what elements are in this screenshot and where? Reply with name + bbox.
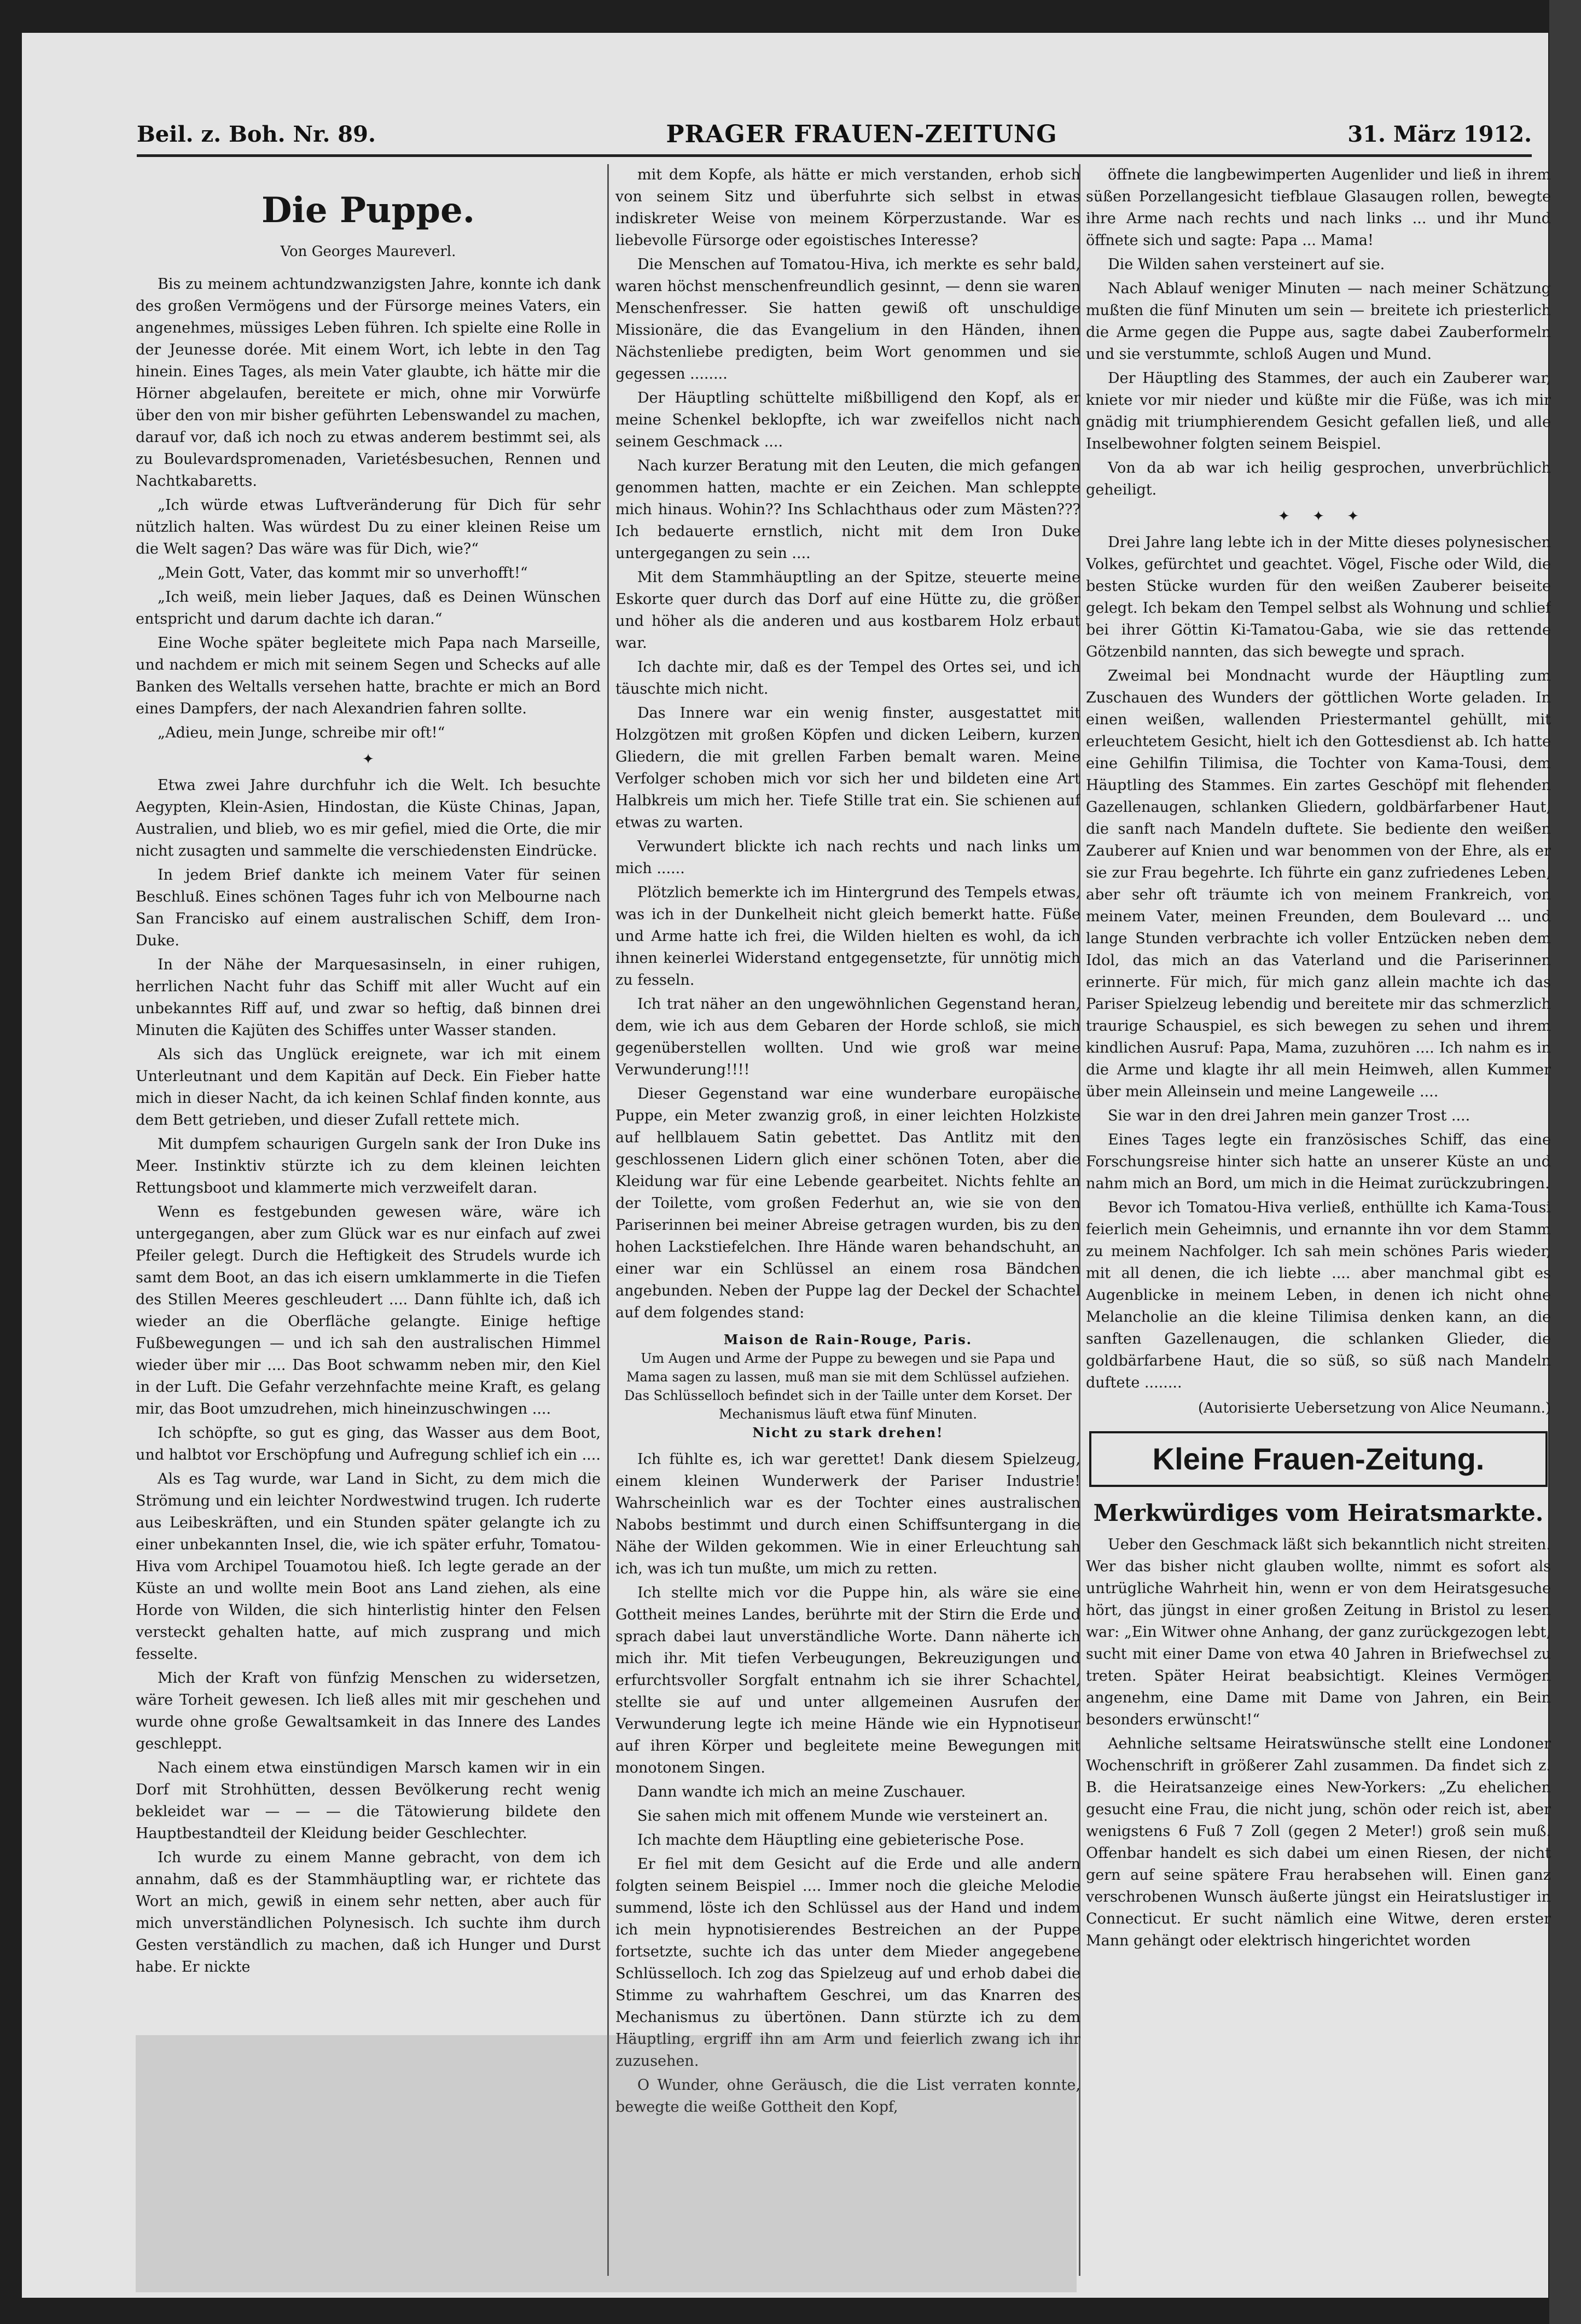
paragraph: Ich fühlte es, ich war gerettet! Dank diesem Spielzeug, einem kleinen Wunderwerk der Pariser Industrie! Wahrscheinlich war es der Tochter eines australischen Nabobs bestimmt und durch einen Schiffsuntergang in die Nähe der Wilden gekommen. Wie in einer Erleuchtung sah ich, was ich tun mußte, um mich zu retten. (615, 1451, 1080, 1577)
paragraph: Nach Ablauf weniger Minuten — nach meiner Schätzung mußten die fünf Minuten um sein — breitete ich priesterlich die Arme gegen die Puppe aus, sagte dabei Zauberformeln und sie verstummte, schloß Augen und Mund. (1086, 280, 1551, 363)
masthead (137, 118, 1532, 150)
paragraph: In jedem Brief dankte ich meinem Vater für seinen Beschluß. Eines schönen Tages fuhr ich von Melbourne nach San Francisko auf einem australischen Schiff, dem Iron-Duke. (136, 867, 601, 949)
paragraph: Bevor ich Tomatou-Hiva verließ, enthüllte ich Kama-Tousi feierlich mein Geheimnis, und ernannte ihn vor dem Stamm zu meinem Nachfolger. Ich sah mein schönes Paris wieder, mit all denen, die ich liebte .... aber manchmal gibt es Augenblicke in meinem Leben, in denen ich nicht ohne Melancholie an die kleine Tilimisa denken kann, an die sanften Gazellenaugen, die schlanken Glieder, die goldbärfarbene Haut, die so süß, so süß nach Mandeln duftete ........ (1086, 1199, 1551, 1391)
section-ornament: ✦ (362, 751, 374, 768)
paragraph: Dieser Gegenstand war eine wunderbare europäische Puppe, ein Meter zwanzig groß, in einer leichten Holzkiste auf hellblauem Satin gebettet. Das Antlitz mit den geschlossenen Lidern glich einer schönen Toten, aber die Kleidung war für eine Lebende gearbeitet. Nichts fehlte an der Toilette, vom großen Federhut an, wie sie von den Pariserinnen bei meiner Abreise getragen wurden, bis zu den hohen Lackstiefelchen. Ihre Hände waren behandschuht, an einer war ein Schlüssel an einem rosa Bändchen angebunden. Neben der Puppe lag der Deckel der Schachtel auf dem folgendes stand: (615, 1085, 1080, 1321)
paragraph: Dann wandte ich mich an meine Zuschauer. (637, 1783, 966, 1800)
paragraph: Zweimal bei Mondnacht wurde der Häuptling zum Zuschauen des Wunders der göttlichen Worte geladen. In einen weißen, wallenden Priestermantel gehüllt, mit erleuchtetem Gesicht, hielt ich den Gottesdienst ab. Ich hatte eine Gehilfin Tilimisa, die Tochter von Kama-Tousi, dem Häuptling des Stammes. Ein zartes Geschöpf mit flehenden Gazellenaugen, schlanken Gliedern, goldbärfarbener Haut, die sanft nach Mandeln duftete. Sie bediente den weißen Zauberer auf Knien und war benommen von der Ehre, als er sie zur Frau begehrte. Ich führte ein ganz zufriedenes Leben, aber sehr oft träumte ich von meinem Frankreich, von meinem Vater, meinen Freunden, dem Boulevard ... und lange Stunden verbrachte ich voller Entzücken neben dem Idol, das mich an das Vaterland und die Pariserinnen erinnerte. Für mich, für mich ganz allein machte ich das Pariser Spielzeug lebendig und bereitete mir das schmerzlich traurige Schauspiel, es sich bewegen zu sehen und ihrem kindlichen Ausruf: Papa, Mama, zuzuhören .... Ich nahm es in die Arme und klagte ihr all mein Heimweh, allen Kummer über mein Alleinsein und meine Langeweile .... (1086, 667, 1551, 1100)
paragraph: Ich machte dem Häuptling eine gebieterische Pose. (637, 1832, 1025, 1849)
paragraph: „Adieu, mein Junge, schreibe mir oft!“ (158, 724, 445, 741)
paragraph: Wenn es festgebunden gewesen wäre, wäre ich untergegangen, aber zum Glück war es nur einfach auf zwei Pfeiler gelegt. Durch die Heftigkeit des Strudels wurde ich samt dem Boot, an das ich eisern umklammerte in die Tiefen des Stillen Meeres geschleudert .... Dann fühlte ich, daß ich wieder an die Oberfläche gelangte. Einige heftige Fußbewegungen — und ich sah den australischen Himmel wieder über mir .... Das Boot schwamm neben mir, den Kiel in der Luft. Die Gefahr verzehnfachte meine Kraft, es gelang mir, das Boot umzudrehen, mich hineinzuschwingen .... (136, 1204, 601, 1417)
scan-edge (1549, 0, 1581, 2324)
paragraph: Das Innere war ein wenig finster, ausgestattet mit Holzgötzen mit großen Köpfen und dicken Leibern, kurzen Gliedern, die mit grellen Farben bemalt waren. Meine Verfolger schoben mich vor sich her und bildeten eine Art Halbkreis um mich her. Tiefe Stille trat ein. Sie schienen auf etwas zu warten. (615, 705, 1080, 831)
paragraph: Von da ab war ich heilig gesprochen, unverbrüchlich geheiligt. (1086, 460, 1551, 498)
column-separator (607, 164, 609, 2276)
paragraph: Der Häuptling schüttelte mißbilligend den Kopf, als er meine Schenkel beklopfte, ich war zweifellos nicht nach seinem Geschmack .... (615, 390, 1080, 450)
paragraph: Etwa zwei Jahre durchfuhr ich die Welt. Ich besuchte Aegypten, Klein-Asien, Hindostan, die Küste Chinas, Japan, Australien, und blieb, wo es mir gefiel, mied die Orte, die mir nicht zusagten und sammelte die verschiedensten Eindrücke. (136, 777, 601, 859)
story-byline: Von Georges Maureverl. (280, 243, 456, 260)
column-3 (1086, 164, 1551, 2276)
paragraph: Ich stellte mich vor die Puppe hin, als wäre sie eine Gottheit meines Landes, berührte mit der Stirn die Erde und sprach dabei laut unverständliche Worte. Dann näherte ich mich ihr. Mit tiefen Verbeugungen, Bekreuzigungen und erfurchtsvoller Sorgfalt entnahm ich sie ihrer Schachtel, stellte sie auf und unter allgemeinen Ausrufen der Verwunderung legte ich meine Hände wie ein Hypnotiseur auf ihren Körper und begleitete meine Bewegungen mit monotonem Singen. (615, 1584, 1080, 1776)
paragraph: öffnete die langbewimperten Augenlider und ließ in ihrem süßen Porzellangesicht tiefblaue Glasaugen rollen, bewegte ihre Arme nach rechts und nach links ... und ihr Mund öffnete sich und sagte: Papa ... Mama! (1086, 166, 1551, 249)
paragraph: Er fiel mit dem Gesicht auf die Erde und alle andern folgten seinem Beispiel .... Immer noch die gleiche Melodie summend, löste ich den Schlüssel aus der Hand und indem ich mein hypnotisierendes Bestreichen an der Puppe fortsetzte, suchte ich das unter dem Mieder angegebene Schlüsselloch. Ich zog das Spielzeug auf und erhob dabei die Stimme zu wahrhaftem Geschrei, um das Knarren des Mechanismus zu übertönen. Dann stürzte ich zu dem Häuptling, ergriff ihn am Arm und feierlich zwang ich ihr zuzusehen. (615, 1856, 1080, 2070)
paragraph: Ich schöpfte, so gut es ging, das Wasser aus dem Boot, und halbtot vor Erschöpfung und Aufregung schlief ich ein .... (136, 1425, 601, 1463)
paragraph: Ich wurde zu einem Manne gebracht, von dem ich annahm, daß es der Stammhäuptling war, er richtete das Wort an mich, gewiß in einem sehr netten, aber auch für mich unverständlichen Polynesisch. Ich suchte ihm durch Gesten verständlich zu machen, daß ich Hunger und Durst habe. Er nickte (136, 1849, 601, 1976)
column-1 (136, 164, 601, 2276)
section-ornament: ✦ ✦ ✦ (1277, 508, 1359, 525)
issue-number: Beil. z. Boh. Nr. 89. (137, 121, 376, 147)
paragraph: In der Nähe der Marquesasinseln, in einer ruhigen, herrlichen Nacht fuhr das Schiff mit aller Wucht auf ein unbekanntes Riff auf, und zwar so heftig, daß binnen drei Minuten die Kajüten des Schiffes unter Wasser standen. (136, 956, 601, 1039)
paragraph: Eine Woche später begleitete mich Papa nach Marseille, und nachdem er mich mit seinem Segen und Schecks auf alle Banken des Weltalls versehen hatte, brachte er mich an Bord eines Dampfers, der nach Alexandrien fahren sollte. (136, 635, 601, 717)
paragraph: Drei Jahre lang lebte ich in der Mitte dieses polynesischen Volkes, gefürchtet und geachtet. Vögel, Fische oder Wild, die besten Stücke wurden für den weißen Zauberer beiseite gelegt. Ich bekam den Tempel selbst als Wohnung und schlief bei ihrer Göttin Ki-Tamatou-Gaba, wie sie das rettende Götzenbild nannten, das sich bewegte und sprach. (1086, 534, 1551, 660)
scan-stain (136, 2035, 1077, 2292)
paragraph: Nach kurzer Beratung mit den Leuten, die mich gefangen genommen hatten, machte er ein Zeichen. Man schleppte mich hinaus. Wohin?? Ins Schlachthaus oder zum Mästen??? Ich bedauerte ernstlich, nicht mit dem Iron Duke untergegangen zu sein .... (615, 457, 1080, 562)
paragraph: Mit dumpfem schaurigen Gurgeln sank der Iron Duke ins Meer. Instinktiv stürzte ich zu dem kleinen leichten Rettungsboot und klammerte mich verzweifelt daran. (136, 1136, 601, 1196)
paragraph: Verwundert blickte ich nach rechts und nach links um mich ...... (615, 838, 1080, 877)
paragraph: Die Wilden sahen versteinert auf sie. (1108, 256, 1385, 273)
paragraph: Sie sahen mich mit offenem Munde wie versteinert an. (637, 1808, 1048, 1825)
story-title: Die Puppe. (261, 190, 475, 231)
paragraph: Mich der Kraft von fünfzig Menschen zu widersetzen, wäre Torheit gewesen. Ich ließ alles mit mir geschehen und wurde ohne große Gewaltsamkeit in das Innere des Landes geschleppt. (136, 1670, 601, 1752)
paragraph: „Ich würde etwas Luftveränderung für Dich für sehr nützlich halten. Was würdest Du zu einer kleinen Reise um die Welt sagen? Das wäre was für Dich, wie?“ (136, 497, 601, 557)
notice-warning: Nicht zu stark drehen! (752, 1425, 944, 1440)
paragraph: O Wunder, ohne Geräusch, die die List verraten konnte, bewegte die weiße Gottheit den Kopf, (615, 2077, 1080, 2116)
issue-date: 31. März 1912. (1347, 121, 1532, 147)
notice-head: Maison de Rain-Rouge, Paris. (723, 1332, 973, 1347)
translation-credit: (Autorisierte Uebersetzung von Alice Neumann.) (1198, 1400, 1551, 1416)
paragraph: „Ich weiß, mein lieber Jaques, daß es Deinen Wünschen entspricht und darum dachte ich daran.“ (136, 589, 601, 628)
paragraph: Ich dachte mir, daß es der Tempel des Ortes sei, und ich täuschte mich nicht. (615, 659, 1080, 698)
column-2 (615, 164, 1080, 2276)
paragraph: Sie war in den drei Jahren mein ganzer Trost .... (1108, 1107, 1470, 1124)
paragraph: Ich trat näher an den ungewöhnlichen Gegenstand heran, dem, wie ich aus dem Gebaren der Horde schloß, sie mich gegenüberstellen wollten. Und wie groß war meine Verwunderung!!!! (615, 996, 1080, 1078)
masthead-rule (137, 154, 1532, 157)
paragraph: Als es Tag wurde, war Land in Sicht, zu dem mich die Strömung und ein leichter Nordwestwind trugen. Ich ruderte aus Leibeskräften, und ein Stunden später gelangte ich zu einer unbekannten Insel, die, wie ich später erfuhr, Tomatou-Hiva vom Archipel Touamotou hieß. Ich legte gerade an der Küste an und wollte mein Boot ans Land ziehen, als eine Horde von Wilden, die sich hinterlistig hinter den Felsen versteckt gehalten hatte, auf mich zusprang und mich fesselte. (136, 1471, 601, 1663)
paragraph: Der Häuptling des Stammes, der auch ein Zauberer war, kniete vor mir nieder und küßte mir die Füße, was ich mir gnädig mit triumphierendem Gesicht gefallen ließ, und alle Inselbewohner folgten seinem Beispiel. (1086, 370, 1551, 452)
paragraph: Plötzlich bemerkte ich im Hintergrund des Tempels etwas, was ich in der Dunkelheit nicht gleich bemerkt hatte. Füße und Arme hatte ich frei, die Wilden hielten es wohl, da ich ihnen keinerlei Widerstand entgegensetzte, für unnötig mich zu fesseln. (615, 884, 1080, 989)
section-box-title: Kleine Frauen-Zeitung. (1089, 1431, 1548, 1487)
paragraph: Ueber den Geschmack läßt sich bekanntlich nicht streiten. Wer das bisher nicht glauben wollte, nimmt es sofort als untrügliche Wahrheit hin, wenn er von dem Heiratsgesuche hört, das jüngst in einer großen Zeitung in Bristol zu lesen war: „Ein Witwer ohne Anhang, der ganz zurückgezogen lebt, sucht mit einer Dame von etwa 40 Jahren in Briefwechsel zu treten. Später Heirat beabsichtigt. Kleines Vermögen angenehm, eine Dame mit Dame von Jahren, ein Bein besonders erwünscht!“ (1086, 1536, 1551, 1728)
article-title: Merkwürdiges vom Heiratsmarkte. (1093, 1500, 1544, 1526)
paragraph: Aehnliche seltsame Heiratswünsche stellt eine Londoner Wochenschrift in größerer Zahl zusammen. Da findet sich z. B. die Heiratsanzeige eines New-Yorkers: „Zu ehelichen gesucht eine Frau, die nicht jung, schön oder reich ist, aber wenigstens 6 Fuß 7 Zoll (gegen 2 Meter!) groß sein muß. Offenbar handelt es sich dabei um einen Riesen, der nicht gern auf seine spätere Frau herabsehen will. Einen ganz verschrobenen Wunsch äußerte jüngst ein Heiratslustiger in Connecticut. Er sucht nämlich eine Witwe, deren erster Mann gehängt oder elektrisch hingerichtet worden (1086, 1735, 1551, 1949)
paragraph: Die Menschen auf Tomatou-Hiva, ich merkte es sehr bald, waren höchst menschenfreundlich gesinnt, — denn sie waren Menschenfresser. Sie hatten gewiß oft unschuldige Missionäre, die das Evangelium in den Händen, ihnen Nächstenliebe predigten, beim Wort genommen und sie gegessen ........ (615, 256, 1080, 382)
paragraph: mit dem Kopfe, als hätte er mich verstanden, erhob sich von seinem Sitz und überfuhrte sich selbst in etwas indiskreter Weise von meinem Körperzustande. War es liebevolle Fürsorge oder egoistisches Interesse? (615, 166, 1080, 249)
paragraph: Eines Tages legte ein französisches Schiff, das eine Forschungsreise hinter sich hatte an unserer Küste an und nahm mich an Bord, um mich in die Heimat zurückzubringen. (1086, 1131, 1551, 1192)
paragraph: Mit dem Stammhäuptling an der Spitze, steuerte meine Eskorte quer durch das Dorf auf eine Hütte zu, die größer und höher als die anderen und aus kostbarem Holz erbaut war. (615, 569, 1080, 652)
paragraph: Als sich das Unglück ereignete, war ich mit einem Unterleutnant und dem Kapitän auf Deck. Ein Fieber hatte mich in dieser Nacht, da ich keinen Schlaf finden konnte, aus dem Bett getrieben, und dieser Zufall rettete mich. (136, 1046, 601, 1129)
notice-text: Um Augen und Arme der Puppe zu bewegen und sie Papa und Mama sagen zu lassen, muß man sie mit dem Schlüssel aufziehen. Das Schlüsselloch befindet sich in der Taille unter dem Korset. Der Mechanismus läuft etwa fünf Minuten. (624, 1351, 1072, 1422)
newspaper-title: PRAGER FRAUEN-ZEITUNG (666, 120, 1057, 148)
box-lid-notice (621, 1331, 1075, 1442)
paragraph: Bis zu meinem achtundzwanzigsten Jahre, konnte ich dank des großen Vermögens und der Fürsorge meines Vaters, ein angenehmes, müssiges Leben führen. Ich spielte eine Rolle in der Jeunesse dorée. Mit einem Wort, ich lebte in den Tag hinein. Eines Tages, als mein Vater glaubte, ich hätte mir die Hörner abgelaufen, bereitete er mich, ohne mir Vorwürfe über den von mir bisher geführten Lebenswandel zu machen, darauf vor, daß ich noch zu etwas anderem bestimmt sei, als zu Boulevardspromenaden, Varietésbesuchen, Rennen und Nachtkabaretts. (136, 276, 601, 490)
paragraph: „Mein Gott, Vater, das kommt mir so unverhofft!“ (158, 565, 528, 582)
paragraph: Nach einem etwa einstündigen Marsch kamen wir in ein Dorf mit Strohhütten, dessen Bevölkerung recht wenig bekleidet war — — — die Tätowierung bildete den Hauptbestandteil der Kleidung beider Geschlechter. (136, 1759, 601, 1842)
